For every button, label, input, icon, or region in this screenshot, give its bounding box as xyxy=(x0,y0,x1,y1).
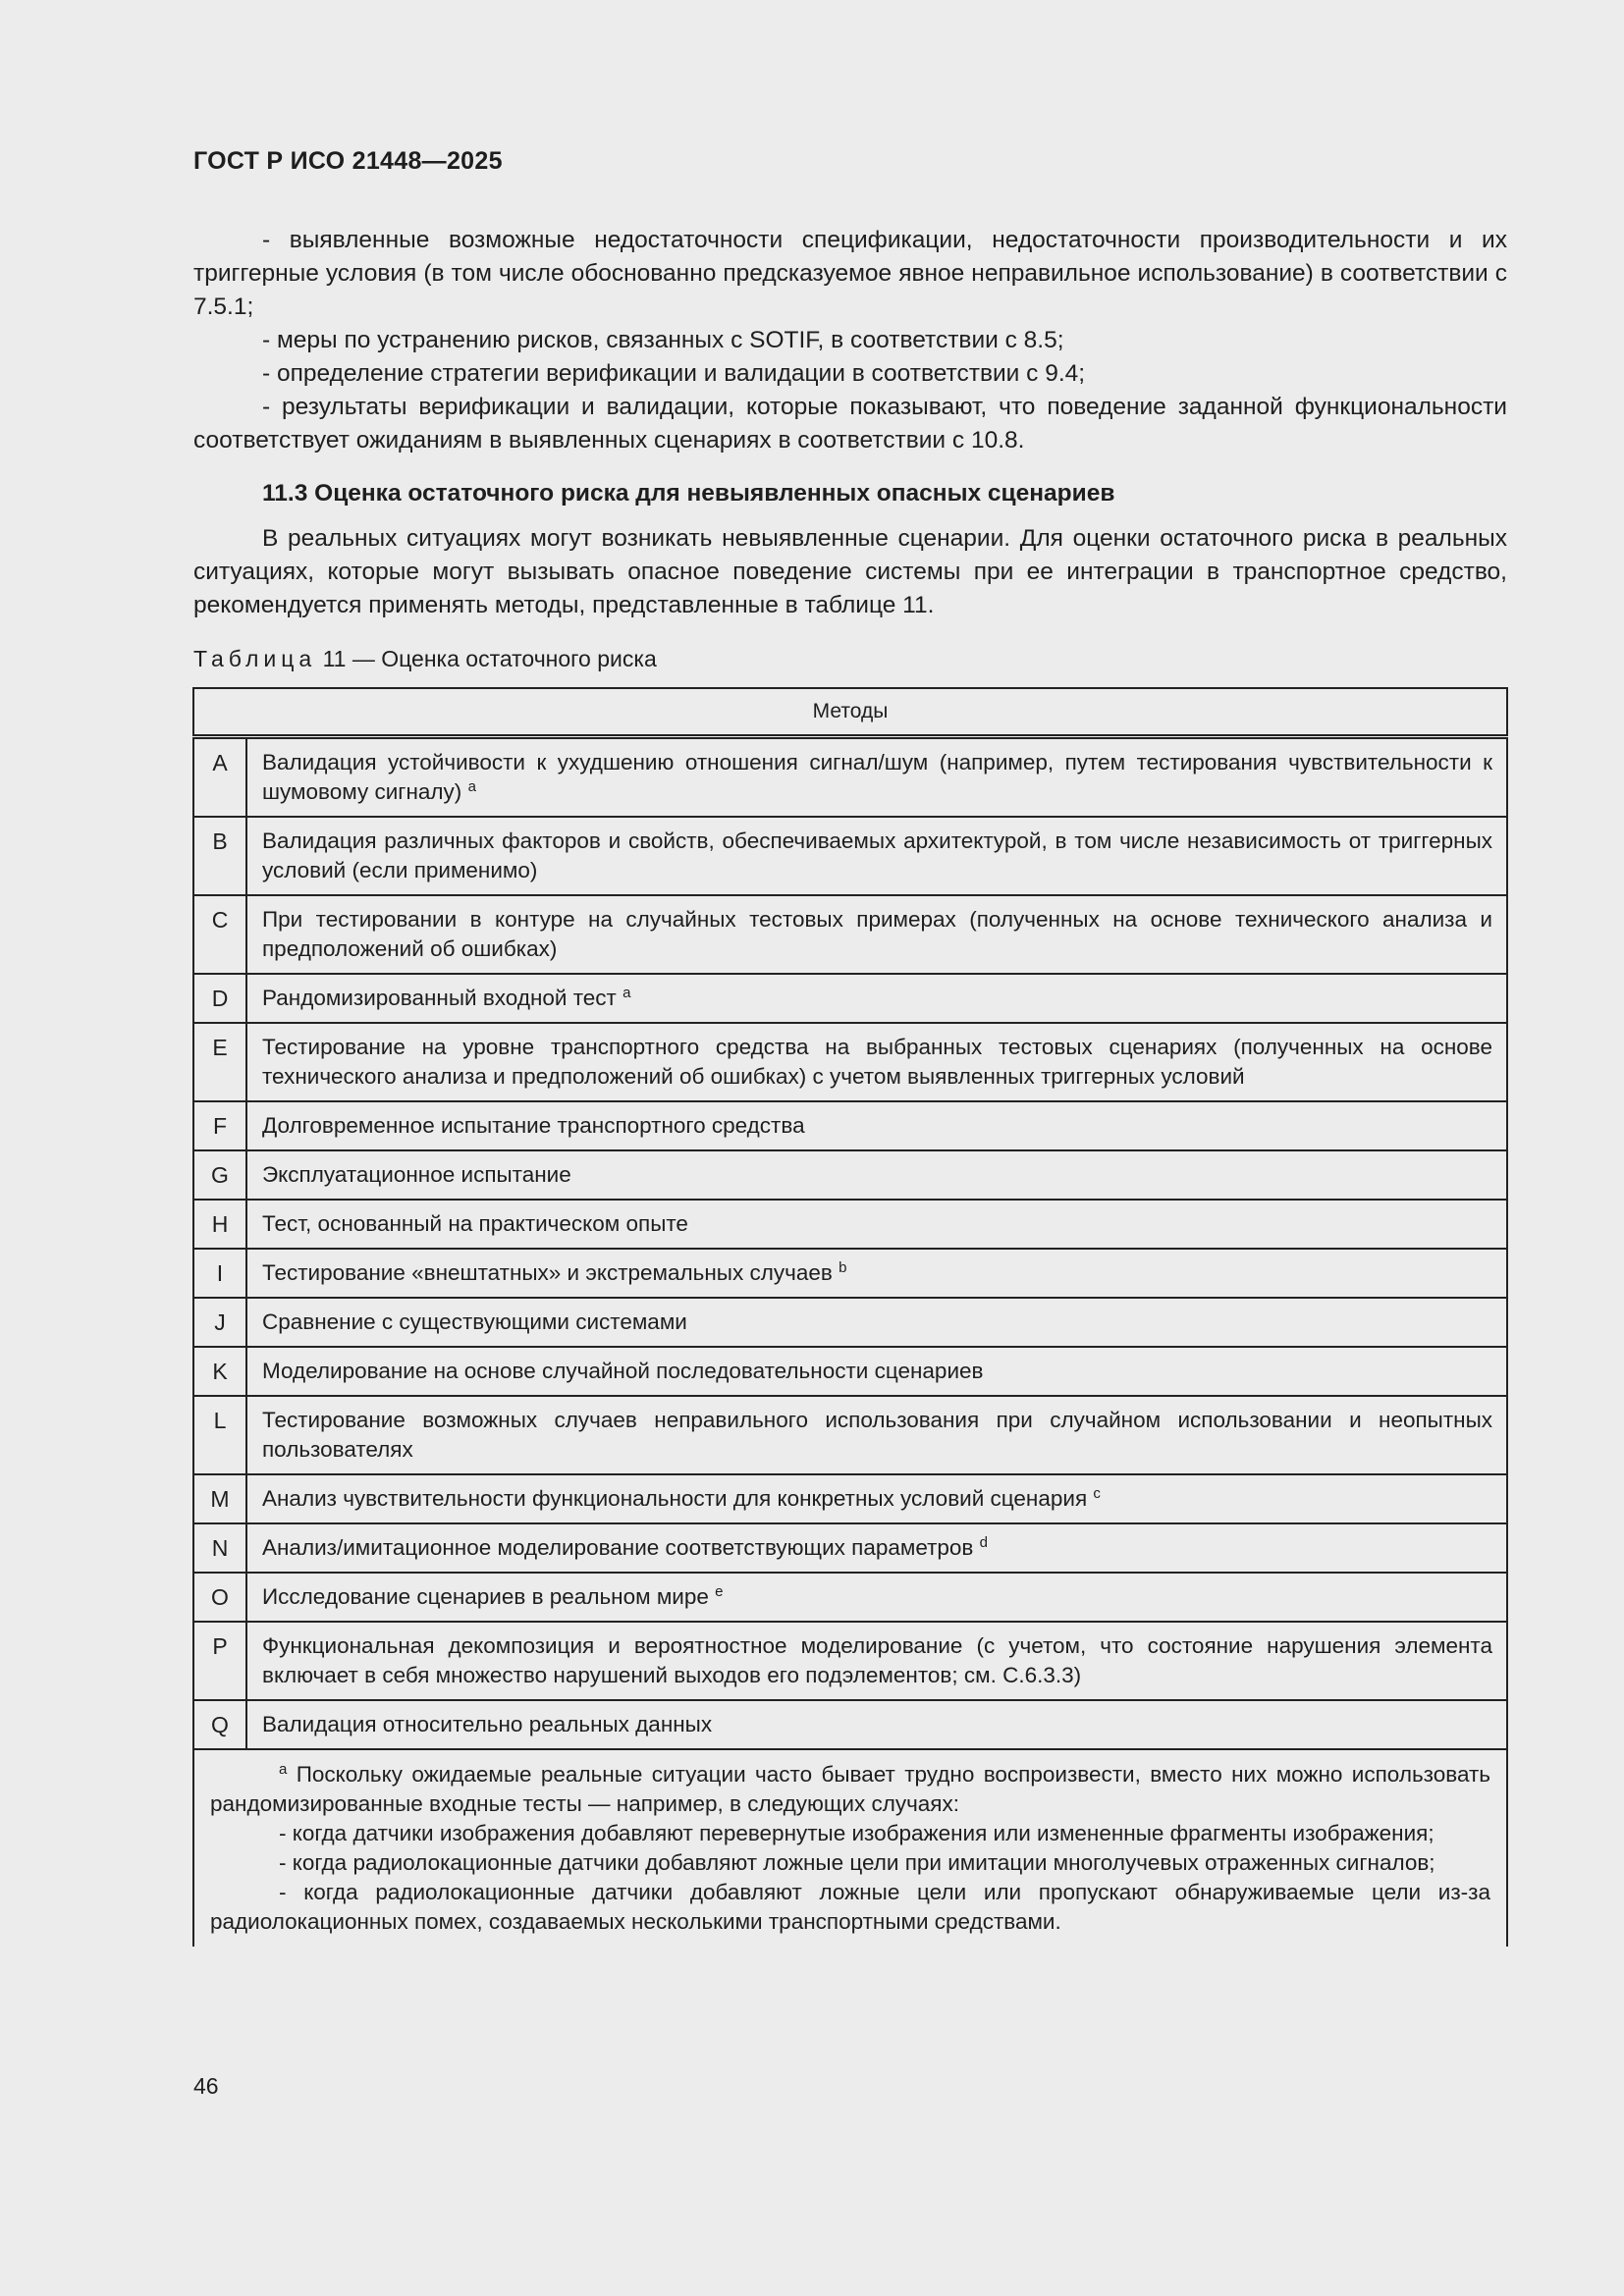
method-description xyxy=(246,1573,1507,1622)
table-header: Методы xyxy=(193,688,1507,737)
table-footnotes xyxy=(193,1749,1507,1947)
table-row xyxy=(193,1249,1507,1298)
footnote-ref: e xyxy=(715,1583,724,1600)
section-title: 11.3 Оценка остаточного риска для невыявленных опасных сценариев xyxy=(262,480,1115,507)
table-body xyxy=(193,737,1507,1750)
method-text: Сравнение с существующими системами xyxy=(262,1309,687,1334)
method-text: Исследование сценариев в реальном мире xyxy=(262,1584,709,1609)
footnote-text xyxy=(210,1760,1490,1819)
table-row xyxy=(193,737,1507,818)
method-text: Тест, основанный на практическом опыте xyxy=(262,1211,688,1236)
footnote-ref: a xyxy=(623,985,631,1001)
table-row xyxy=(193,974,1507,1023)
method-text: Анализ чувствительности функциональности для конкретных условий сценария xyxy=(262,1486,1088,1511)
method-text: Валидация относительно реальных данных xyxy=(262,1712,713,1736)
table-row xyxy=(193,1700,1507,1749)
method-description xyxy=(246,1101,1507,1150)
method-description xyxy=(246,737,1507,818)
footnote-line: Поскольку ожидаемые реальные ситуации часто бывает трудно воспроизвести, вместо них можно использовать рандомизированные входные тесты — например, в следующих случаях: xyxy=(210,1762,1490,1816)
method-text: Валидация устойчивости к ухудшению отношения сигнал/шум (например, путем тестирования чувствительности к шумовому сигналу) xyxy=(262,750,1492,804)
method-text: Долговременное испытание транспортного средства xyxy=(262,1113,805,1138)
list-item: - меры по устранению рисков, связанных с SOTIF, в соответствии с 8.5; xyxy=(262,327,1064,353)
table-row xyxy=(193,1523,1507,1573)
table-row xyxy=(193,1101,1507,1150)
table-caption xyxy=(193,646,657,672)
method-letter: N xyxy=(193,1523,246,1573)
method-text: Анализ/имитационное моделирование соответствующих параметров xyxy=(262,1535,974,1560)
method-text: Валидация различных факторов и свойств, обеспечиваемых архитектурой, в том числе независимость от триггерных условий (если применимо) xyxy=(262,828,1492,882)
method-text: Рандомизированный входной тест xyxy=(262,986,617,1010)
method-description xyxy=(246,1023,1507,1101)
footnote-line: - когда радиолокационные датчики добавляют ложные цели или пропускают обнаруживаемые цели из-за радиолокационных помех, создаваемых несколькими транспортными средствами. xyxy=(210,1880,1490,1934)
method-text: Тестирование «внештатных» и экстремальных случаев xyxy=(262,1260,833,1285)
document-header: ГОСТ Р ИСО 21448—2025 xyxy=(193,147,503,175)
footnote-ref: b xyxy=(839,1259,847,1276)
method-letter: K xyxy=(193,1347,246,1396)
method-letter: C xyxy=(193,895,246,974)
method-letter: F xyxy=(193,1101,246,1150)
method-description xyxy=(246,1474,1507,1523)
method-letter: A xyxy=(193,737,246,818)
method-description xyxy=(246,1396,1507,1474)
method-letter: P xyxy=(193,1622,246,1700)
method-text: Тестирование на уровне транспортного средства на выбранных тестовых сценариях (полученных на основе технического анализа и предположений об ошибках) с учетом выявленных триггерных условий xyxy=(262,1035,1492,1089)
table-row xyxy=(193,1347,1507,1396)
table-row xyxy=(193,1573,1507,1622)
footnote-ref: c xyxy=(1093,1485,1101,1502)
method-letter: J xyxy=(193,1298,246,1347)
method-description xyxy=(246,1150,1507,1200)
method-letter: B xyxy=(193,817,246,895)
table-row xyxy=(193,1396,1507,1474)
table-row xyxy=(193,1298,1507,1347)
table-row xyxy=(193,1474,1507,1523)
method-description xyxy=(246,974,1507,1023)
method-text: Эксплуатационное испытание xyxy=(262,1162,571,1187)
table-caption-word: Таблица xyxy=(193,646,317,671)
table-row xyxy=(193,895,1507,974)
table-caption-title: 11 — Оценка остаточного риска xyxy=(322,646,657,671)
method-description xyxy=(246,817,1507,895)
table-row xyxy=(193,1150,1507,1200)
method-letter: E xyxy=(193,1023,246,1101)
table-row xyxy=(193,1200,1507,1249)
method-letter: O xyxy=(193,1573,246,1622)
footnote-line: - когда датчики изображения добавляют перевернутые изображения или измененные фрагменты изображения; xyxy=(279,1821,1435,1845)
method-description xyxy=(246,1523,1507,1573)
method-description xyxy=(246,1347,1507,1396)
list-item: - определение стратегии верификации и валидации в соответствии с 9.4; xyxy=(262,360,1086,387)
table-header-row xyxy=(193,688,1507,737)
method-text: Тестирование возможных случаев неправильного использования при случайном использовании и неопытных пользователях xyxy=(262,1408,1492,1462)
paragraph: В реальных ситуациях могут возникать невыявленные сценарии. Для оценки остаточного риска в реальных ситуациях, которые могут вызывать опасное поведение системы при ее интеграции в транспортное средство, рекомендуется применять методы, представленные в таблице 11. xyxy=(193,525,1507,618)
method-letter: H xyxy=(193,1200,246,1249)
table-row xyxy=(193,1023,1507,1101)
list-item: - результаты верификации и валидации, которые показывают, что поведение заданной функциональности соответствует ожиданиям в выявленных сценариях в соответствии с 10.8. xyxy=(193,394,1507,454)
body-text xyxy=(193,224,1507,622)
footnote-row xyxy=(193,1749,1507,1947)
footnote-ref: d xyxy=(979,1534,988,1551)
method-description xyxy=(246,1700,1507,1749)
footnote-mark: a xyxy=(279,1761,288,1778)
method-description xyxy=(246,1298,1507,1347)
method-text: Функциональная декомпозиция и вероятностное моделирование (с учетом, что состояние нарушения элемента включает в себя множество нарушений выходов его подэлементов; см. С.6.3.3) xyxy=(262,1633,1492,1687)
method-letter: M xyxy=(193,1474,246,1523)
footnote-line: - когда радиолокационные датчики добавляют ложные цели при имитации многолучевых отраженных сигналов; xyxy=(279,1850,1435,1875)
method-text: При тестировании в контуре на случайных тестовых примерах (полученных на основе технического анализа и предположений об ошибках) xyxy=(262,907,1492,961)
method-letter: L xyxy=(193,1396,246,1474)
table-row xyxy=(193,1622,1507,1700)
method-letter: Q xyxy=(193,1700,246,1749)
list-item: - выявленные возможные недостаточности спецификации, недостаточности производительности и их триггерные условия (в том числе обоснованно предсказуемое явное неправильное использование) в соответствии с 7.5.1; xyxy=(193,227,1507,320)
method-description xyxy=(246,1200,1507,1249)
table-row xyxy=(193,817,1507,895)
methods-table xyxy=(192,687,1508,1947)
method-description xyxy=(246,1622,1507,1700)
page-number: 46 xyxy=(193,2073,219,2099)
footnote-ref: a xyxy=(467,778,476,795)
method-description xyxy=(246,1249,1507,1298)
method-letter: D xyxy=(193,974,246,1023)
method-text: Моделирование на основе случайной последовательности сценариев xyxy=(262,1359,984,1383)
method-letter: G xyxy=(193,1150,246,1200)
method-description xyxy=(246,895,1507,974)
method-letter: I xyxy=(193,1249,246,1298)
